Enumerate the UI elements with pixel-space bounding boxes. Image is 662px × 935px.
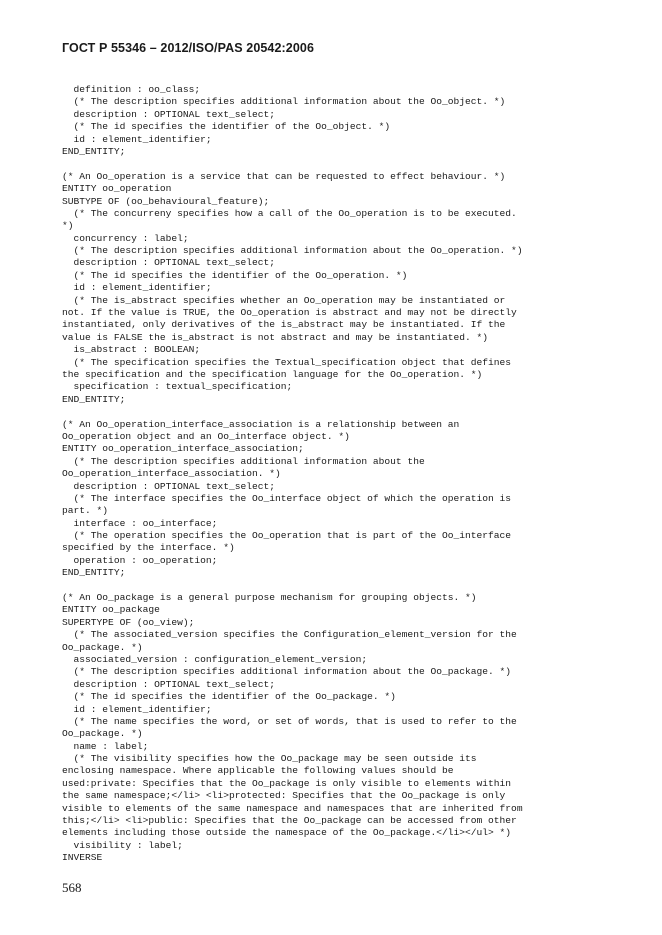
code-line: (* The concurreny specifies how a call of the Oo_operation is to be executed. <box>62 207 517 219</box>
code-line: name : label; <box>62 740 149 752</box>
code-line: ENTITY oo_operation <box>62 183 172 195</box>
code-line: instantiated, only derivatives of the is_abstract may be instantiated. If the <box>62 319 506 331</box>
code-line: (* An Oo_operation_interface_association is a relationship between an <box>62 418 460 430</box>
code-line: INVERSE <box>62 852 103 864</box>
code-line: operation : oo_operation; <box>62 554 218 566</box>
code-line: (* The description specifies additional information about the Oo_object. *) <box>62 96 506 108</box>
code-line: (* The visibility specifies how the Oo_package may be seen outside its <box>62 753 477 765</box>
code-line: END_ENTITY; <box>62 567 126 579</box>
code-line: description : OPTIONAL text_select; <box>62 257 276 269</box>
code-line: (* An Oo_package is a general purpose mechanism for grouping objects. *) <box>62 592 477 604</box>
code-line: SUPERTYPE OF (oo_view); <box>62 616 195 628</box>
code-line: (* The operation specifies the Oo_operation that is part of the Oo_interface <box>62 530 512 542</box>
document-header: ГОСТ Р 55346 – 2012/ISO/PAS 20542:2006 <box>62 41 314 55</box>
code-line: Oo_operation_interface_association. *) <box>62 468 281 480</box>
code-line: *) <box>62 220 74 232</box>
code-line: (* The interface specifies the Oo_interface object of which the operation is <box>62 492 512 504</box>
code-line: ENTITY oo_operation_interface_association; <box>62 443 304 455</box>
code-line: id : element_identifier; <box>62 133 212 145</box>
code-line: id : element_identifier; <box>62 703 212 715</box>
code-line: part. *) <box>62 505 109 517</box>
code-line: (* The description specifies additional information about the Oo_operation. *) <box>62 245 523 257</box>
code-line <box>62 158 602 170</box>
code-line: (* The name specifies the word, or set of words, that is used to refer to the <box>62 715 517 727</box>
code-line: associated_version : configuration_element_version; <box>62 653 368 665</box>
code-line: (* The id specifies the identifier of the Oo_package. *) <box>62 691 396 703</box>
code-line: (* The description specifies additional information about the Oo_package. *) <box>62 666 512 678</box>
code-line: id : element_identifier; <box>62 282 212 294</box>
code-line: the specification and the specification language for the Oo_operation. *) <box>62 368 483 380</box>
code-line: visible to elements of the same namespace and namespaces that are inherited from <box>62 802 523 814</box>
code-line: this;</li> <li>public: Specifies that the Oo_package can be accessed from other <box>62 815 517 827</box>
code-line: not. If the value is TRUE, the Oo_operation is abstract and may not be directly <box>62 307 517 319</box>
code-line: the same namespace;</li> <li>protected: Specifies that the Oo_package is only <box>62 790 506 802</box>
code-line: enclosing namespace. Where applicable the following values should be <box>62 765 454 777</box>
code-line: (* The description specifies additional information about the <box>62 455 425 467</box>
code-line: specification : textual_specification; <box>62 381 293 393</box>
code-line: SUBTYPE OF (oo_behavioural_feature); <box>62 195 270 207</box>
code-line: description : OPTIONAL text_select; <box>62 678 276 690</box>
code-line: concurrency : label; <box>62 232 189 244</box>
code-line: (* An Oo_operation is a service that can be requested to effect behaviour. *) <box>62 170 506 182</box>
code-line: Oo_package. *) <box>62 641 143 653</box>
code-line: END_ENTITY; <box>62 145 126 157</box>
code-line: specified by the interface. *) <box>62 542 235 554</box>
code-line: used:private: Specifies that the Oo_package is only visible to elements within <box>62 777 512 789</box>
code-line: Oo_operation object and an Oo_interface object. *) <box>62 430 350 442</box>
code-line: (* The id specifies the identifier of the Oo_object. *) <box>62 121 391 133</box>
code-line: is_abstract : BOOLEAN; <box>62 344 201 356</box>
code-line: value is FALSE the is_abstract is not abstract and may be instantiated. *) <box>62 331 489 343</box>
page-number: 568 <box>62 880 82 895</box>
code-line <box>62 580 602 592</box>
code-line: Oo_package. *) <box>62 728 143 740</box>
code-line: visibility : label; <box>62 839 183 851</box>
code-line: (* The is_abstract specifies whether an Oo_operation may be instantiated or <box>62 294 506 306</box>
code-line: description : OPTIONAL text_select; <box>62 480 276 492</box>
code-line: (* The associated_version specifies the Configuration_element_version for the <box>62 629 517 641</box>
code-line: elements including those outside the namespace of the Oo_package.</li></ul> *) <box>62 827 512 839</box>
code-line: END_ENTITY; <box>62 393 126 405</box>
code-line: description : OPTIONAL text_select; <box>62 108 276 120</box>
code-line: (* The id specifies the identifier of the Oo_operation. *) <box>62 269 408 281</box>
code-line: ENTITY oo_package <box>62 604 160 616</box>
code-line: (* The specification specifies the Textual_specification object that defines <box>62 356 512 368</box>
code-line <box>62 406 602 418</box>
code-line: definition : oo_class; <box>62 84 201 95</box>
code-line: interface : oo_interface; <box>62 517 218 529</box>
express-schema-text <box>62 84 602 865</box>
